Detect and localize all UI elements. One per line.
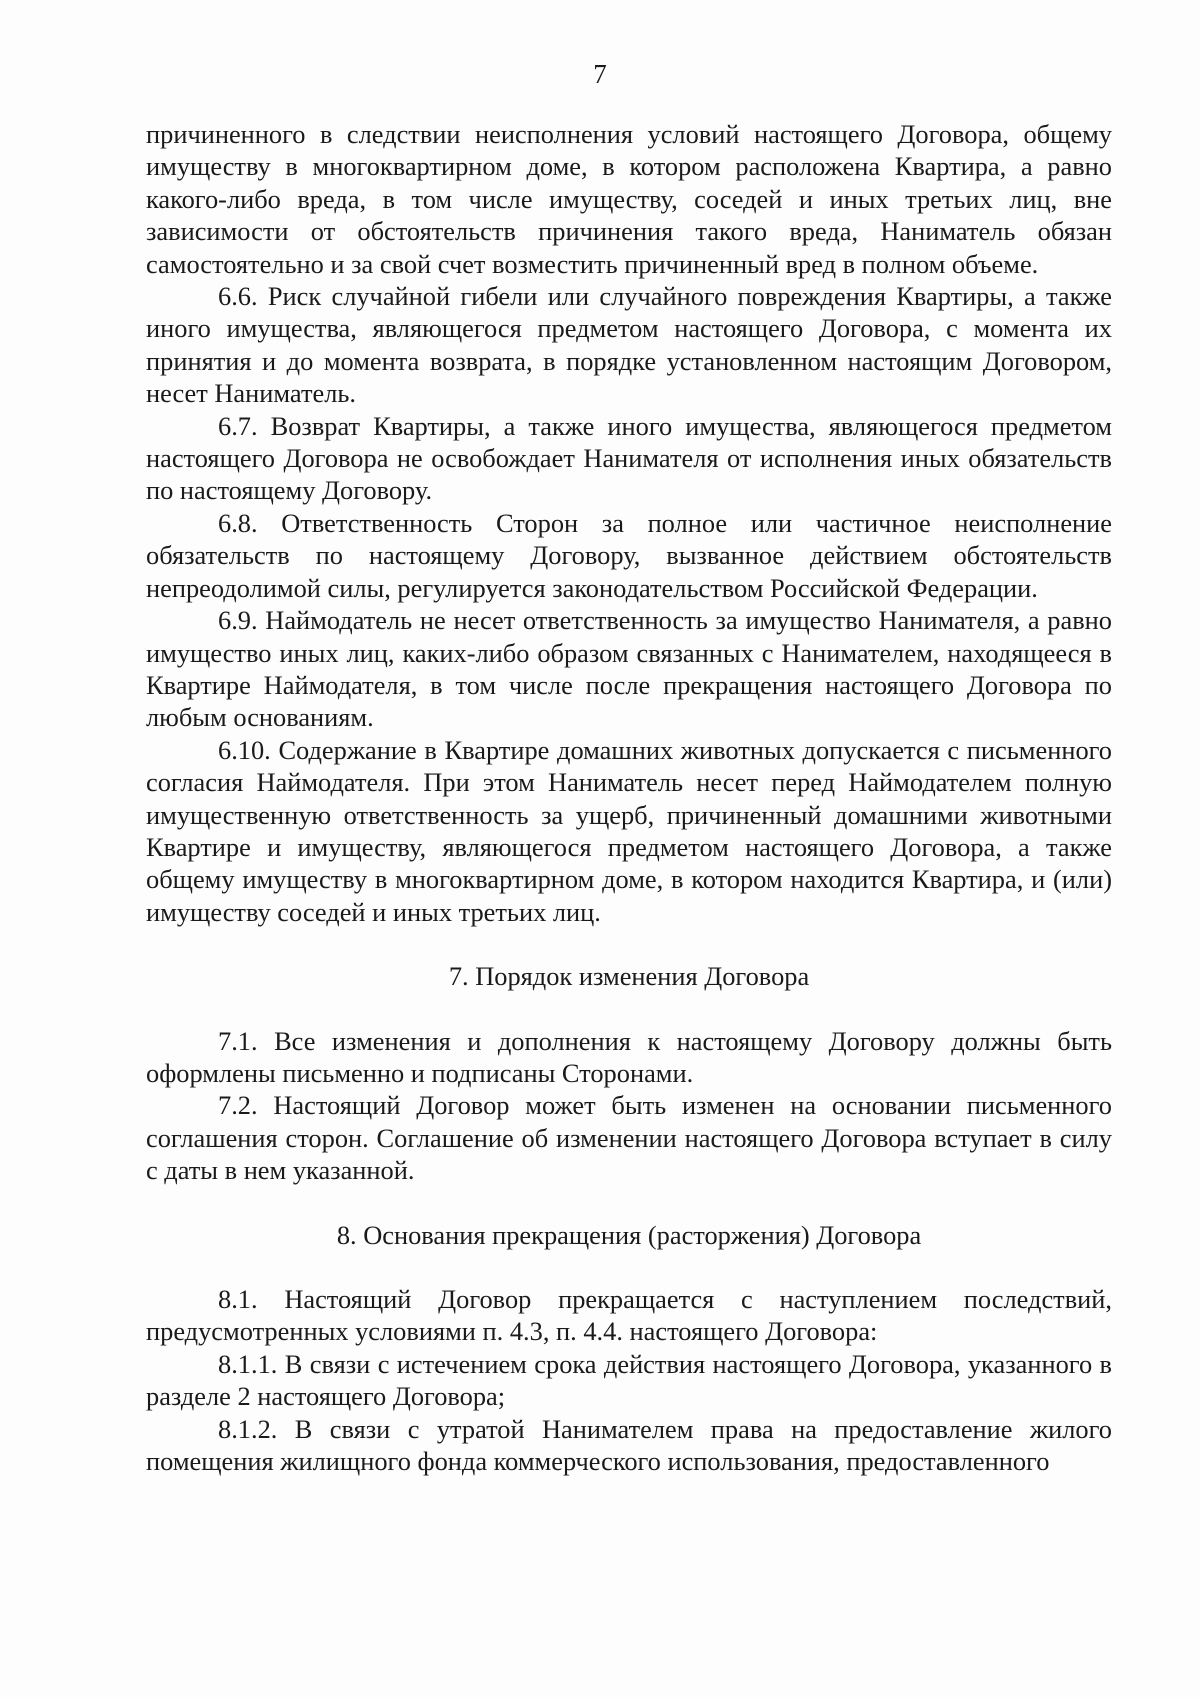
paragraph-8-1: 8.1. Настоящий Договор прекращается с наступлением последствий, предусмотренных условиями п. 4.3, п. 4.4. настоящего Договора: [146,1284,1112,1347]
paragraph-7-1: 7.1. Все изменения и дополнения к настоящему Договору должны быть оформлены письменно и подписаны Сторонами. [146,1025,1112,1088]
paragraph-6-9: 6.9. Наймодатель не несет ответственность за имущество Нанимателя, а равно имущество иных лиц, каких-либо образом связанных с Нанимателем, находящееся в Квартире Наймодателя, в том числе после прекращения настоящего Договора по любым основаниям. [146,605,1112,733]
paragraph-6-10: 6.10. Содержание в Квартире домашних животных допускается с письменного согласия Наймодателя. При этом Наниматель несет перед Наймодателем полную имущественную ответственность за ущерб, причиненный домашними животными Квартире и имуществу, являющегося предметом настоящего Договора, а также общему имуществу в многоквартирном доме, в котором находится Квартира, и (или) имуществу соседей и иных третьих лиц. [146,734,1112,927]
page-number: 7 [593,59,607,89]
paragraph-6-7: 6.7. Возврат Квартиры, а также иного имущества, являющегося предметом настоящего Договора не освобождает Нанимателя от исполнения иных обязательств по настоящему Договору. [146,410,1112,506]
section-7-heading: 7. Порядок изменения Договора [448,961,810,992]
paragraph-6-8: 6.8. Ответственность Сторон за полное или частичное неисполнение обязательств по настоящему Договору, вызванное действием обстоятельств непреодолимой силы, регулируется законодательством Российской Федерации. [146,507,1112,603]
paragraph-7-2: 7.2. Настоящий Договор может быть изменен на основании письменного соглашения сторон. Соглашение об изменении настоящего Договора вступает в силу с даты в нем указанной. [146,1090,1112,1186]
paragraph-8-1-1: 8.1.1. В связи с истечением срока действия настоящего Договора, указанного в разделе 2 настоящего Договора; [146,1348,1112,1412]
document-body [146,118,1112,1477]
paragraph-6-6: 6.6. Риск случайной гибели или случайного повреждения Квартиры, а также иного имущества, являющегося предметом настоящего Договора, с момента их принятия и до момента возврата, в порядке установленном настоящим Договором, несет Наниматель. [146,281,1112,409]
section-8-heading: 8. Основания прекращения (расторжения) Договора [336,1219,922,1250]
paragraph-8-1-2: 8.1.2. В связи с утратой Нанимателем права на предоставление жилого помещения жилищного фонда коммерческого использования, предоставленного [146,1413,1112,1477]
paragraph-continuation: причиненного в следствии неисполнения условий настоящего Договора, общему имуществу в многоквартирном доме, в котором расположена Квартира, а равно какого-либо вреда, в том числе имуществу, соседей и иных третьих лиц, вне зависимости от обстоятельств причинения такого вреда, Наниматель обязан самостоятельно и за свой счет возместить причиненный вред в полном объеме. [146,119,1112,279]
